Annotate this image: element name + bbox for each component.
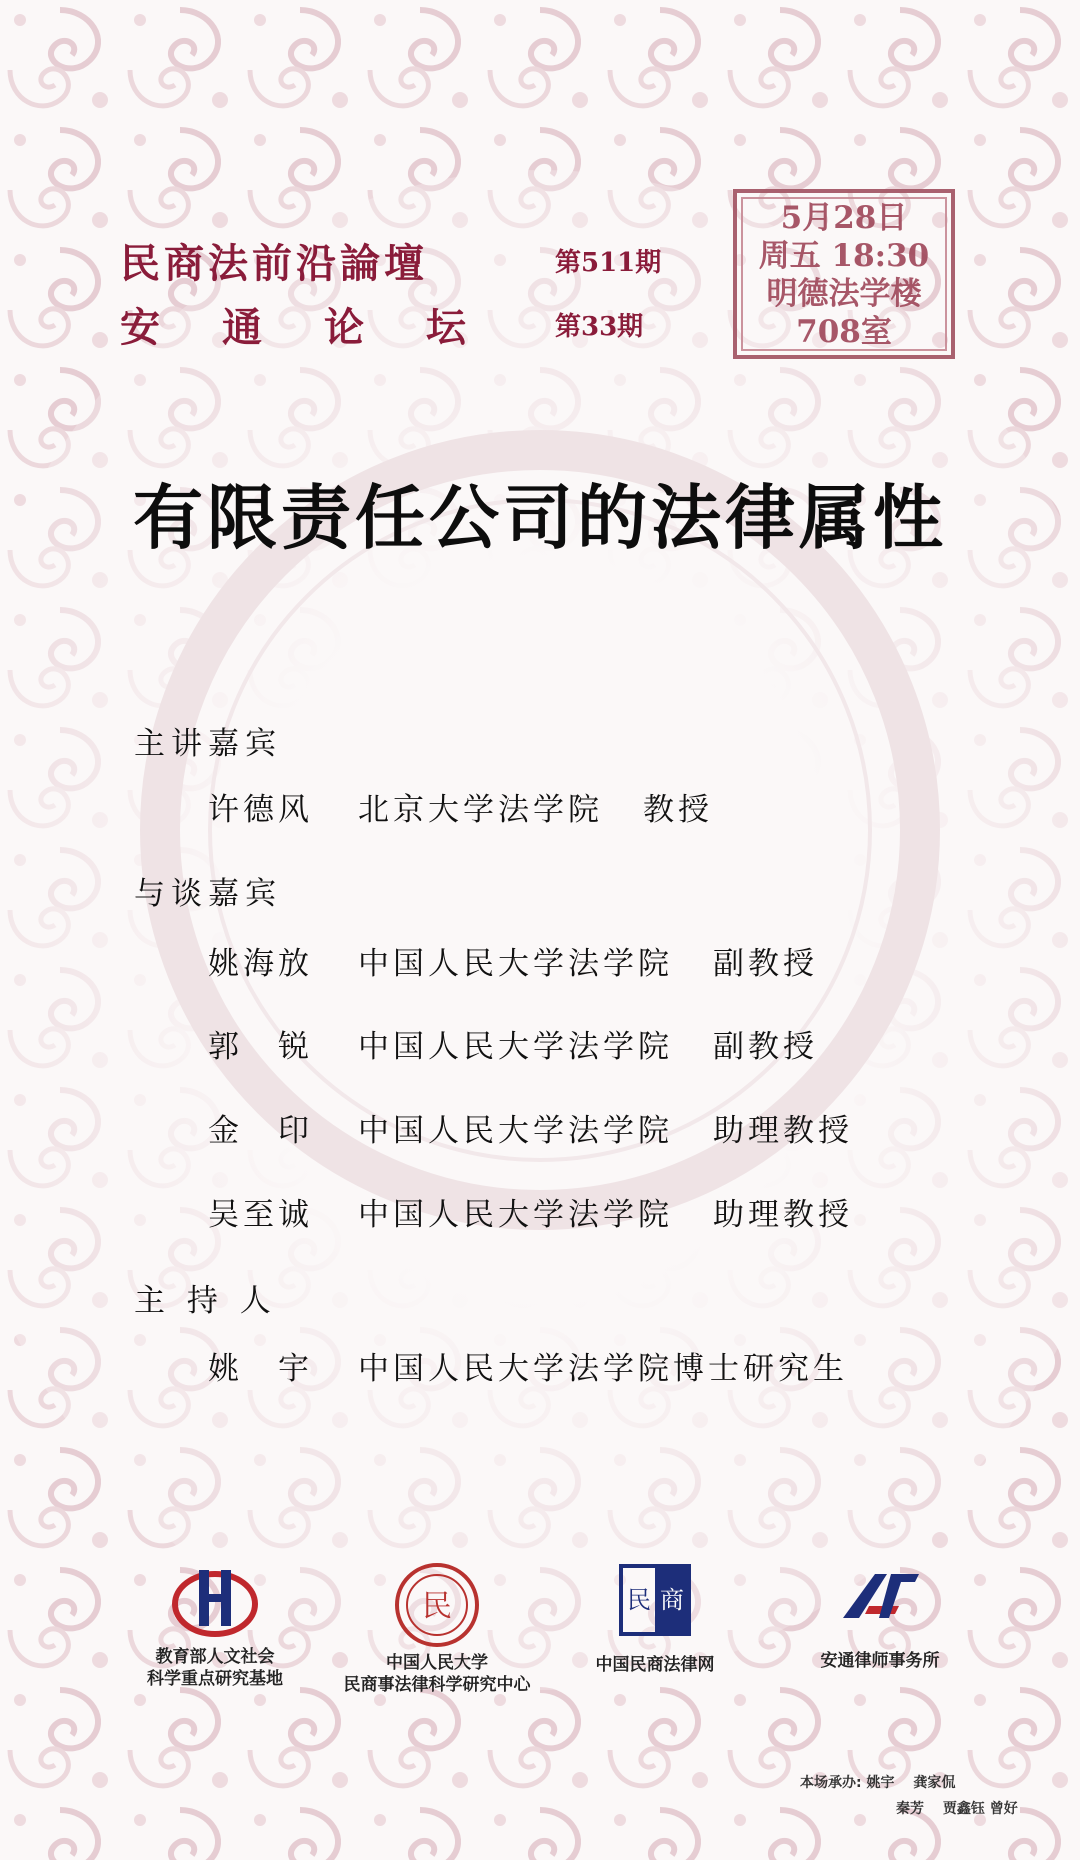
panelist [208,1105,853,1150]
logo-caption-line1: 教育部人文社会 [155,1647,275,1667]
person-name: 郭 锐 [208,1029,313,1065]
credits-label: 本场承办: [800,1775,862,1791]
keynote-speaker [208,784,713,829]
credits-names-2: 秦芳 贾鑫钰 曾好 [896,1801,1018,1817]
panelist [208,1189,853,1234]
stamp-building: 明德法学楼 [766,276,922,312]
person-name: 姚 宇 [208,1351,313,1387]
person-role: 教授 [643,792,713,828]
ruc-civil-law-center-logo [322,1562,552,1696]
person-name: 金 印 [208,1113,313,1149]
logo-caption-line1: 中国民商法律网 [595,1655,715,1675]
lecture-title: 有限责任公司的法律属性 [133,477,947,559]
person-institution: 中国人民大学法学院 [358,946,673,982]
panelist [208,1021,818,1066]
person-institution: 中国人民大学法学院 [358,1029,673,1065]
panelist [208,938,818,983]
person-role: 副教授 [713,1029,818,1065]
forum2-issue: 第33期 [555,312,644,342]
logo-caption-line2: 民商事法律科学研究中心 [343,1675,531,1695]
keynote-label: 主讲嘉宾 [134,726,282,762]
person-role: 助理教授 [713,1113,853,1149]
person-institution: 中国人民大学法学院 [358,1113,673,1149]
panel-label: 与谈嘉宾 [134,876,282,912]
forum1-issue: 第511期 [555,248,662,278]
seal-emblem-icon [394,1562,480,1648]
person-role: 助理教授 [713,1197,853,1233]
logo-caption-line1: 中国人民大学 [386,1653,488,1673]
datetime-stamp [733,189,955,359]
logo-caption-line1: 安通律师事务所 [820,1651,940,1671]
person-institution: 中国人民大学法学院 [358,1197,673,1233]
person-name: 吴至诚 [208,1197,313,1233]
stamp-date: 5月28日 [780,200,908,236]
host [208,1343,848,1388]
person-institution: 北京大学法学院 [358,792,603,828]
moe-research-base-logo [110,1562,320,1690]
svg-text:商: 商 [660,1586,684,1614]
person-role: 副教授 [713,946,818,982]
stamp-room: 708室 [796,314,892,350]
credits-names-1: 姚宇 龚家侃 [866,1775,956,1791]
person-name: 许德风 [208,792,313,828]
host-label: 主 持 人 [134,1283,277,1319]
moe-emblem-icon [165,1562,265,1642]
antong-mark-icon [835,1562,925,1632]
sponsor-logos [0,1562,1080,1722]
forum2-name: 安通论坛 [120,304,528,351]
square-seal-icon [617,1562,693,1638]
organizer-credits [800,1770,1018,1822]
svg-text:民: 民 [422,1589,452,1624]
civil-law-network-logo [575,1562,735,1676]
forum1-name: 民商法前沿論壇 [120,240,428,287]
svg-text:民: 民 [627,1586,651,1614]
person-institution: 中国人民大学法学院博士研究生 [358,1351,848,1387]
stamp-time: 周五 18:30 [758,238,930,274]
person-name: 姚海放 [208,946,313,982]
antong-law-firm-logo [790,1562,970,1672]
logo-caption-line2: 科学重点研究基地 [147,1669,283,1689]
